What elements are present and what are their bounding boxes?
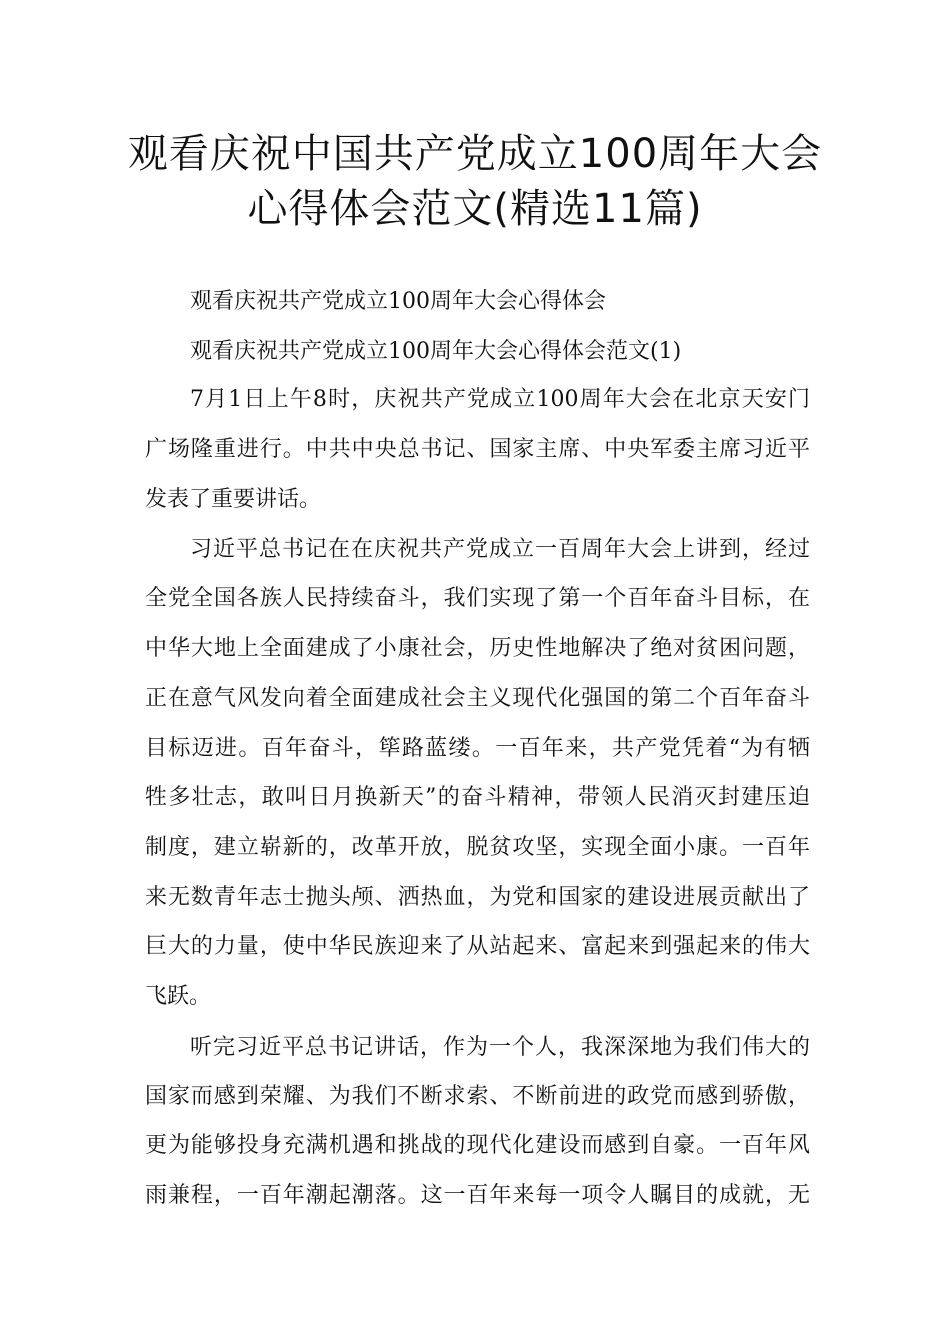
paragraph-1-line: 广场隆重进行。中共中央总书记、国家主席、中央军委主席习近平 [145,437,810,462]
paragraph-2-line: 巨大的力量，使中华民族迎来了从站起来、富起来到强起来的伟大 [145,934,810,959]
paragraph-2-line: 中华大地上全面建成了小康社会，历史性地解决了绝对贫困问题， [145,636,810,661]
subheading-2: 观看庆祝共产党成立100周年大会心得体会范文(1) [190,339,682,364]
paragraph-1-line: 7月1日上午8时，庆祝共产党成立100周年大会在北京天安门 [190,387,810,412]
paragraph-1-line: 发表了重要讲话。 [145,487,322,512]
document-title-line-1: 观看庆祝中国共产党成立100周年大会 [127,131,823,177]
paragraph-2-line: 来无数青年志士抛头颅、洒热血，为党和国家的建设进展贡献出了 [145,885,810,910]
paragraph-3-line: 更为能够投身充满机遇和挑战的现代化建设而感到自豪。一百年风 [145,1133,810,1158]
paragraph-2-line: 制度，建立崭新的，改革开放，脱贫攻坚，实现全面小康。一百年 [145,835,810,860]
paragraph-3-line: 雨兼程，一百年潮起潮落。这一百年来每一项令人瞩目的成就，无 [145,1183,810,1208]
paragraph-3-line: 听完习近平总书记讲话，作为一个人，我深深地为我们伟大的 [190,1035,810,1060]
paragraph-3-line: 国家而感到荣耀、为我们不断求索、不断前进的政党而感到骄傲， [145,1084,810,1109]
paragraph-2-line: 目标迈进。百年奋斗，筚路蓝缕。一百年来，共产党凭着“为有牺 [145,736,810,761]
paragraph-2-line: 全党全国各族人民持续奋斗，我们实现了第一个百年奋斗目标，在 [145,586,810,611]
paragraph-2-line: 正在意气风发向着全面建成社会主义现代化强国的第二个百年奋斗 [145,686,810,711]
subheading-1: 观看庆祝共产党成立100周年大会心得体会 [190,289,606,314]
paragraph-2-line: 飞跃。 [145,984,212,1009]
paragraph-2-line: 牲多壮志，敢叫日月换新天”的奋斗精神，带领人民消灭封建压迫 [145,785,810,810]
document-title-line-2: 心得体会范文(精选11篇) [247,186,703,232]
paragraph-2-line: 习近平总书记在在庆祝共产党成立一百周年大会上讲到，经过 [190,537,810,562]
